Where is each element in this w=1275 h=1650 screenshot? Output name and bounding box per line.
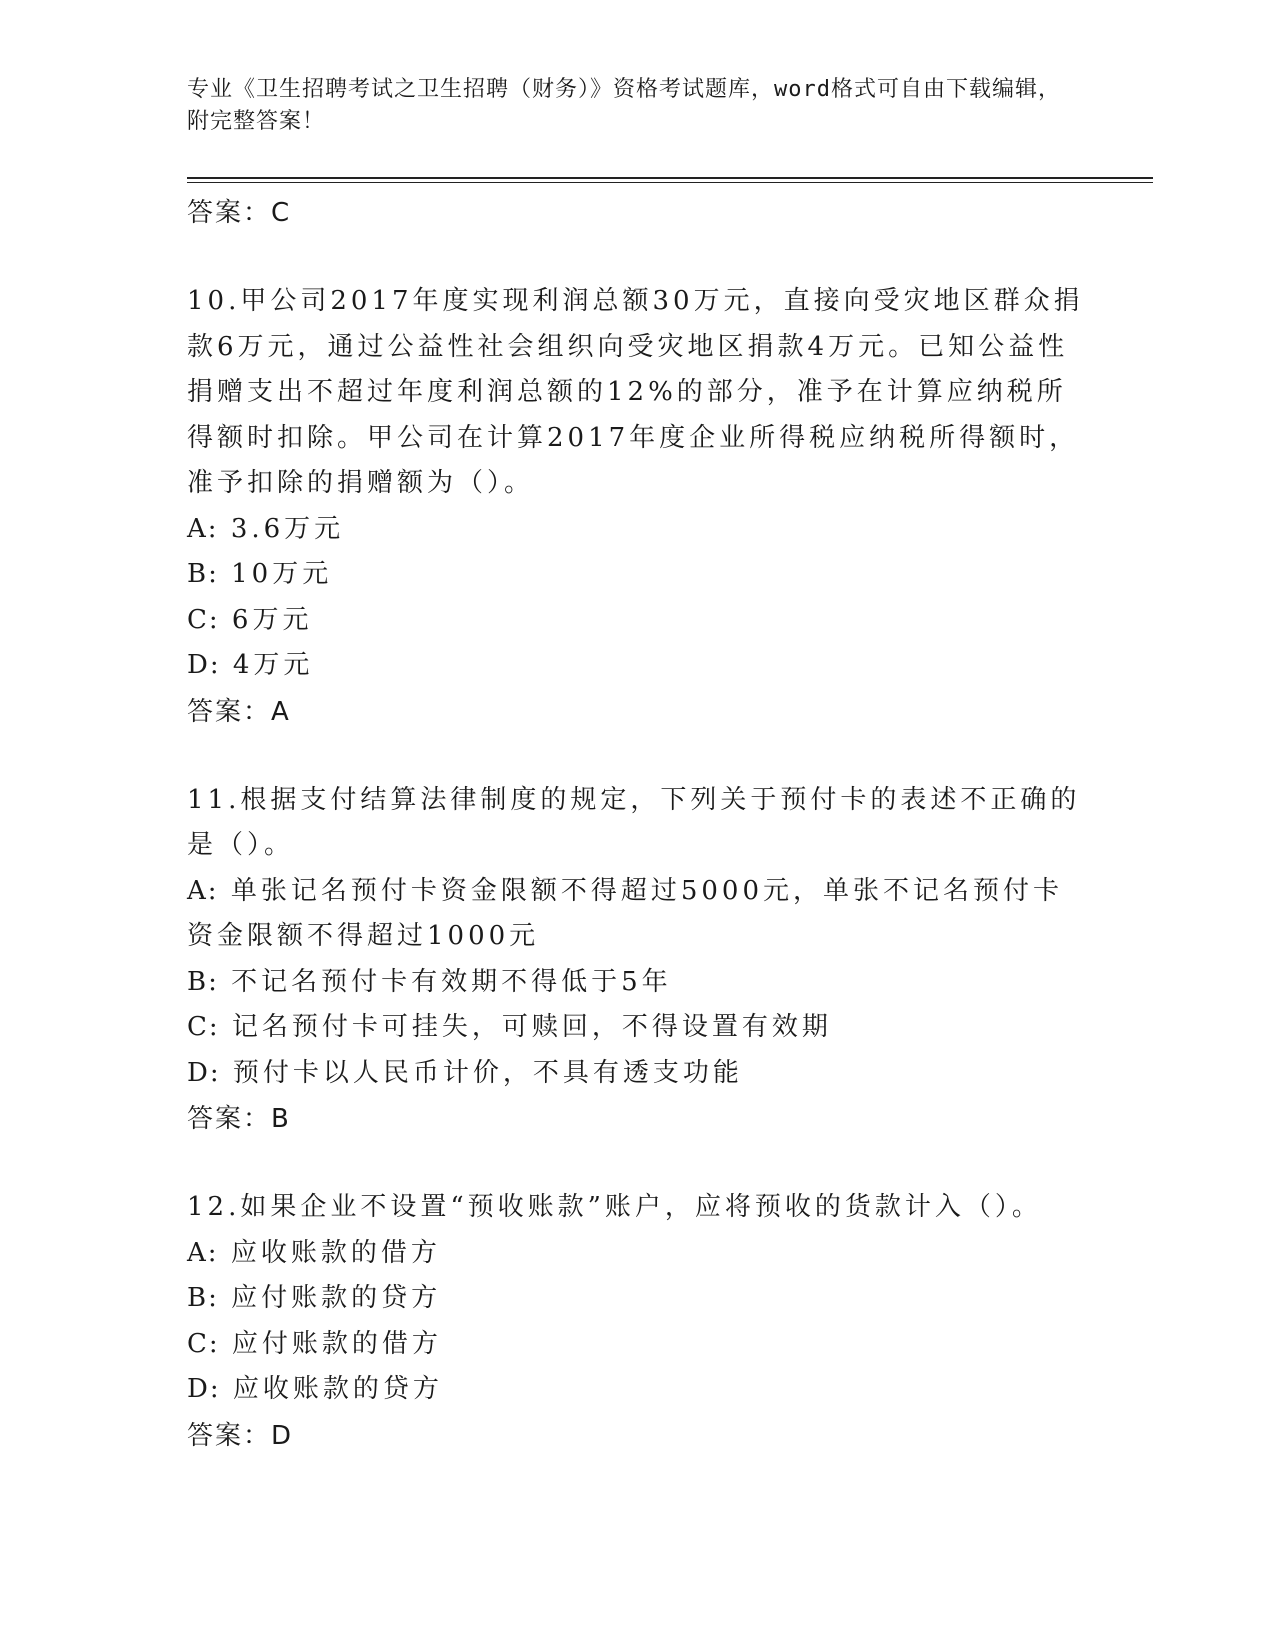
- document-header: 专业《卫生招聘考试之卫生招聘（财务）》资格考试题库，word格式可自由下载编辑，附完整答案！: [187, 77, 1061, 134]
- option-d: [187, 1367, 1087, 1413]
- option-a: [187, 507, 1087, 553]
- option-label: A:: [187, 1237, 219, 1268]
- option-text: 应收账款的借方: [230, 1237, 441, 1268]
- option-text: 应付账款的借方: [231, 1328, 442, 1359]
- option-text: 记名预付卡可挂失，可赎回，不得设置有效期: [231, 1012, 832, 1042]
- question-list: [187, 190, 1087, 1459]
- option-label: B:: [187, 559, 219, 589]
- question-text: 11.根据支付结算法律制度的规定，下列关于预付卡的表述不正确的是（）。: [187, 784, 1081, 860]
- option-text: 6万元: [231, 604, 313, 635]
- question-text: 12.如果企业不设置“预收账款”账户，应将预收的货款计入（）。: [187, 1192, 1042, 1222]
- option-label: D:: [187, 1374, 221, 1404]
- option-label: A:: [187, 875, 219, 906]
- option-label: D:: [187, 1057, 221, 1088]
- option-label: B:: [187, 1283, 219, 1313]
- option-label: C:: [187, 604, 220, 635]
- answer-line: 答案：D: [187, 1420, 294, 1451]
- answer-line: 答案：B: [187, 1104, 291, 1134]
- option-text: 应收账款的贷方: [232, 1374, 443, 1404]
- option-text: 预付卡以人民币计价，不具有透支功能: [232, 1057, 743, 1088]
- option-c: [187, 1005, 1087, 1051]
- option-text: 单张记名预付卡资金限额不得超过5000元，单张不记名预付卡资金限额不得超过1000元: [187, 875, 1063, 951]
- option-a: [187, 1231, 1087, 1277]
- answer-line: 答案：C: [187, 198, 292, 228]
- option-label: C:: [187, 1012, 220, 1042]
- option-label: C:: [187, 1328, 220, 1359]
- option-d: [187, 643, 1087, 689]
- header-rule-thin: [187, 182, 1153, 183]
- option-text: 3.6万元: [230, 513, 345, 544]
- option-text: 10万元: [231, 559, 333, 589]
- question-block: [187, 1185, 1087, 1459]
- option-b: [187, 1276, 1087, 1322]
- header-rule-thick: [187, 177, 1153, 179]
- option-b: [187, 552, 1087, 598]
- option-a: [187, 869, 1087, 960]
- option-label: A:: [187, 513, 219, 544]
- question-block: [187, 778, 1087, 1143]
- option-text: 不记名预付卡有效期不得低于5年: [231, 966, 672, 997]
- question-text: 10.甲公司2017年度实现利润总额30万元，直接向受灾地区群众捐款6万元，通过公益性社会组织向受灾地区捐款4万元。已知公益性捐赠支出不超过年度利润总额的12%的部分，准予在计算应纳税所得额时扣除。甲公司在计算2017年度企业所得税应纳税所得额时，准予扣除的捐赠额为（）。: [187, 286, 1084, 498]
- option-label: D:: [187, 650, 221, 680]
- option-c: [187, 1322, 1087, 1368]
- answer-line: 答案：A: [187, 696, 291, 727]
- option-label: B:: [187, 966, 219, 997]
- question-block: [187, 279, 1087, 735]
- option-c: [187, 598, 1087, 644]
- option-text: 4万元: [232, 650, 314, 680]
- option-b: [187, 960, 1087, 1006]
- option-d: [187, 1051, 1087, 1097]
- option-text: 应付账款的贷方: [231, 1283, 442, 1313]
